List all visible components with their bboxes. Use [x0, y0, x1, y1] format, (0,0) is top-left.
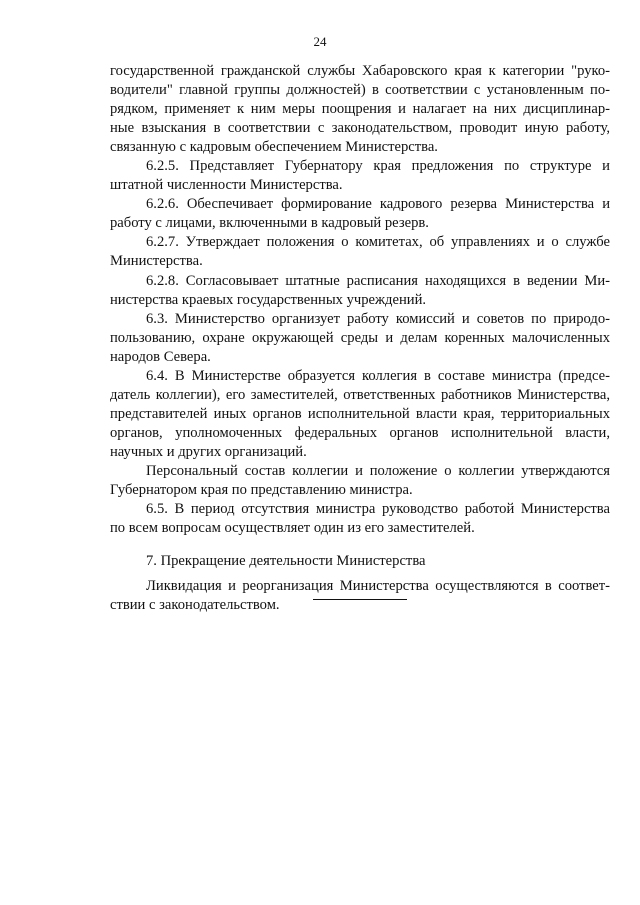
- text-line: Губернатором края по представлению министра.: [110, 482, 413, 499]
- section-heading: 7. Прекращение деятельности Министерства: [146, 553, 426, 570]
- text-line: представителей иных органов исполнительной власти края, территориальных: [110, 405, 610, 422]
- paragraph: [110, 367, 610, 462]
- final-paragraph: [110, 577, 610, 615]
- document-body: [110, 62, 610, 615]
- text-line: 6.2.7. Утверждает положения о комитетах, об управлениях и о службе: [146, 234, 610, 251]
- text-line: связанную с кадровым обеспечением Министерства.: [110, 139, 438, 156]
- paragraph: [110, 233, 610, 271]
- paragraph: [110, 272, 610, 310]
- page-number: 24: [313, 34, 327, 49]
- paragraph: [110, 157, 610, 195]
- text-line: народов Севера.: [110, 348, 211, 365]
- text-line: 6.5. В период отсутствия министра руководство работой Министерства: [146, 501, 610, 518]
- paragraph: [110, 62, 610, 157]
- text-line: пользованию, охране окружающей среды и делам коренных малочисленных: [110, 329, 610, 346]
- text-line: 6.2.6. Обеспечивает формирование кадрового резерва Министерства и: [146, 196, 610, 213]
- text-line: 6.2.8. Согласовывает штатные расписания находящихся в ведении Ми-: [146, 272, 610, 289]
- section-gap: [110, 538, 610, 552]
- text-line: 6.4. В Министерстве образуется коллегия в составе министра (предсе-: [146, 367, 610, 384]
- text-line: по всем вопросам осуществляет один из его заместителей.: [110, 520, 475, 537]
- text-line: штатной численности Министерства.: [110, 177, 343, 194]
- text-line: Ликвидация и реорганизация Министерства осуществляются в соответ-: [146, 578, 610, 595]
- text-line: государственной гражданской службы Хабаровского края к категории "руко-: [110, 63, 610, 79]
- paragraph: [110, 500, 610, 538]
- text-line: водители" главной группы должностей) в соответствии с установленным по-: [110, 82, 610, 99]
- text-line: научных и других организаций.: [110, 443, 307, 460]
- paragraph: [110, 195, 610, 233]
- text-line: ные взыскания в соответствии с законодательством, проводит иную работу,: [110, 120, 610, 137]
- text-line: рядком, применяет к ним меры поощрения и налагает на них дисциплинар-: [110, 101, 610, 118]
- text-line: 6.3. Министерство организует работу комиссий и советов по природо-: [146, 310, 610, 327]
- text-line: органов, уполномоченных федеральных органов исполнительной власти,: [110, 424, 610, 441]
- text-line: датель коллегии), его заместителей, ответственных работников Министерства,: [110, 386, 610, 403]
- text-line: Министерства.: [110, 253, 203, 270]
- text-line: Персональный состав коллегии и положение о коллегии утверждаются: [146, 462, 610, 479]
- text-line: нистерства краевых государственных учреждений.: [110, 291, 427, 308]
- text-line: 6.2.5. Представляет Губернатору края предложения по структуре и: [146, 158, 610, 175]
- text-line: ствии с законодательством.: [110, 597, 280, 614]
- paragraphs: [110, 62, 610, 538]
- paragraph: [110, 462, 610, 500]
- end-separator-line: [313, 599, 407, 600]
- paragraph: [110, 310, 610, 367]
- text-line: работу с лицами, включенными в кадровый резерв.: [110, 215, 429, 232]
